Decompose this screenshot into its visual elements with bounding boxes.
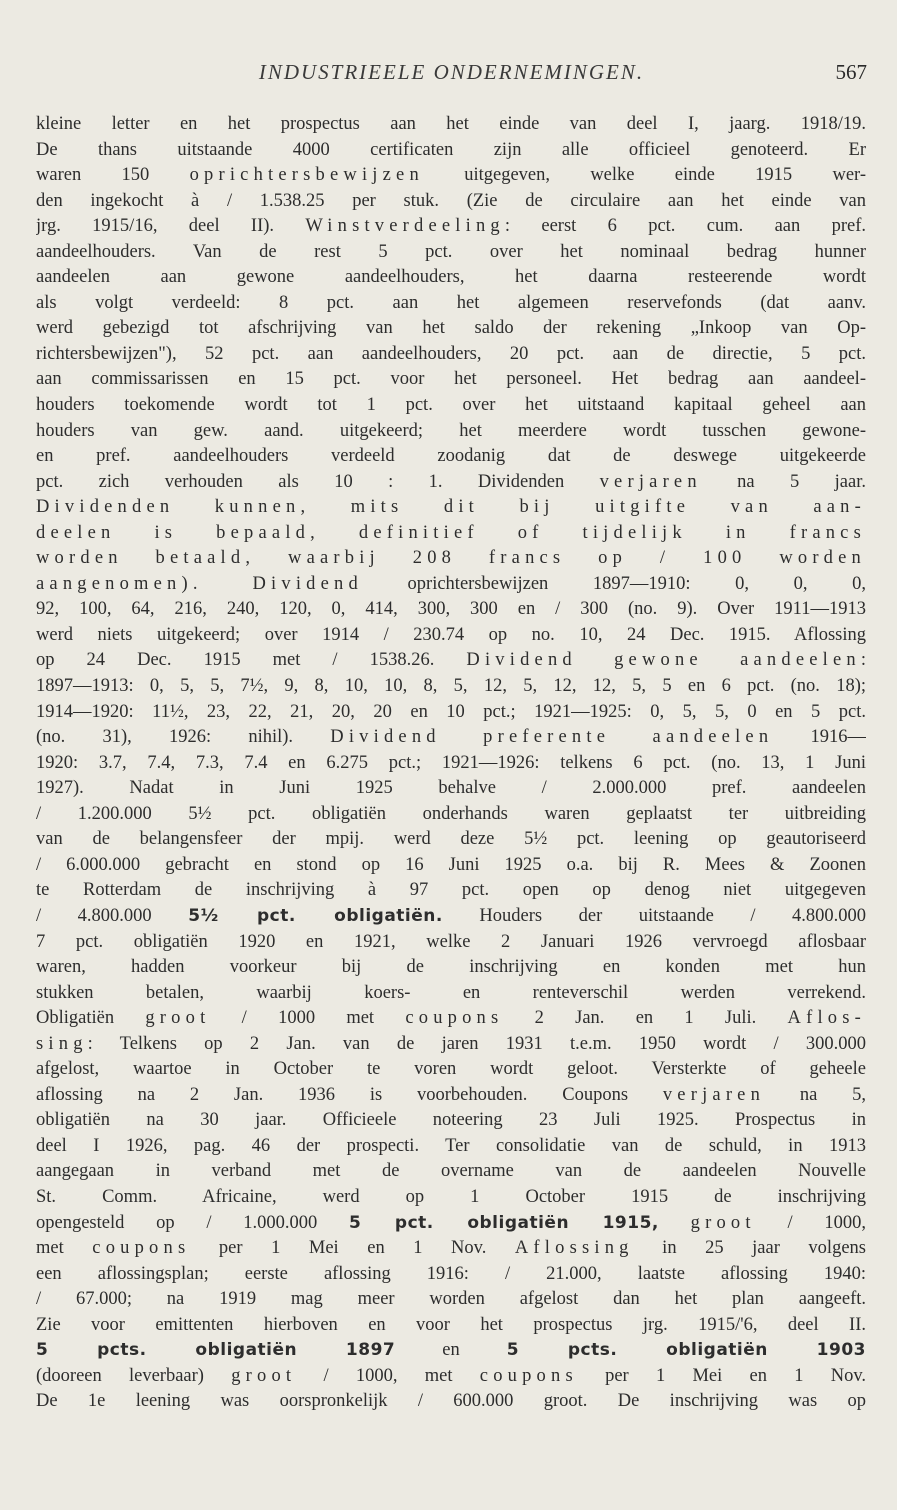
line-text: Zie voor emittenten hierboven en voor het prospectus jrg. 1915/'6, deel II.: [36, 1314, 866, 1335]
text-line: [36, 1313, 866, 1339]
line-text: den ingekocht à / 1.538.25 per stuk. (Zie de circulaire aan het einde van: [36, 190, 866, 211]
text-line: [36, 1211, 866, 1237]
line-text: opengesteld op / 1.000.000: [36, 1212, 350, 1233]
bold-heading-text: 5 pcts. obligatiën 1897: [36, 1340, 396, 1361]
line-text: De 1e leening was oorspronkelijk / 600.000 groot. De inschrijving was op: [36, 1391, 866, 1412]
line-text: 1916—: [773, 727, 866, 748]
line-text: als volgt verdeeld: 8 pct. aan het algemeen reservefonds (dat aanv.: [36, 292, 866, 313]
text-line: [36, 138, 866, 164]
text-line: [36, 1134, 866, 1160]
line-text: afgelost, waartoe in October te voren wordt geloot. Versterkte of geheele: [36, 1059, 866, 1080]
line-text: werd niets uitgekeerd; over 1914 / 230.74 op no. 10, 24 Dec. 1915. Aflossing: [36, 624, 866, 645]
line-text: / 1000, met: [296, 1365, 480, 1386]
line-text: oprichtersbewijzen 1897—1910: 0, 0, 0,: [362, 573, 866, 594]
text-line: [36, 112, 866, 138]
line-text: een aflossingsplan; eerste aflossing 1916: / 21.000, laatste aflossing 1940:: [36, 1263, 866, 1284]
text-line: [36, 1185, 866, 1211]
text-line: [36, 802, 866, 828]
spaced-emphasis-text: deelen is bepaald, definitief of tijdelijk in francs: [36, 522, 866, 543]
spaced-emphasis-text: aangenomen).: [36, 573, 253, 594]
line-text: na 5 jaar.: [701, 471, 866, 492]
line-text: [659, 1213, 691, 1233]
line-text: houders toekomende wordt tot 1 pct. over het uitstaand kapitaal geheel aan: [36, 395, 866, 416]
line-text: 1920: 3.7, 7.4, 7.3, 7.4 en 6.275 pct.; 1921—1926: telkens 6 pct. (no. 13, 1 Juni: [36, 752, 866, 773]
spaced-emphasis-text: groot: [231, 1365, 297, 1386]
text-line: [36, 419, 866, 445]
text-line: [36, 189, 866, 215]
text-line: [36, 597, 866, 623]
line-text: na 5,: [765, 1084, 866, 1105]
line-text: waren 150: [36, 165, 190, 186]
line-text: 7 pct. obligatiën 1920 en 1921, welke 2 Januari 1926 vervroegd aflosbaar: [36, 931, 866, 952]
line-text: houders van gew. aand. uitgekeerd; het meerdere wordt tusschen gewone-: [36, 420, 866, 441]
line-text: 2 Jan. en 1 Juli.: [503, 1008, 788, 1029]
text-line: [36, 342, 866, 368]
text-line: [36, 725, 866, 751]
text-line: [36, 240, 866, 266]
line-text: (dooreen leverbaar): [36, 1365, 232, 1386]
line-text: Houders der uitstaande / 4.800.000: [442, 905, 866, 926]
line-text: aandeelen aan gewone aandeelhouders, het daarna resteerende wordt: [36, 267, 866, 288]
text-line: [36, 521, 866, 547]
text-line: [36, 1262, 866, 1288]
text-line: [36, 955, 866, 981]
text-line: [36, 981, 866, 1007]
spaced-emphasis-text: groot: [145, 1008, 211, 1029]
text-line: [36, 776, 866, 802]
line-text: Obligatiën: [36, 1008, 146, 1029]
text-line: [36, 700, 866, 726]
line-text: (no. 31), 1926: nihil).: [36, 727, 331, 748]
text-line: [36, 904, 866, 930]
line-text: 92, 100, 64, 216, 240, 120, 0, 414, 300, 300 en / 300 (no. 9). Over 1911—1913: [36, 599, 866, 620]
line-text: uitgegeven, welke einde 1915 wer-: [423, 165, 866, 186]
line-text: kleine letter en het prospectus aan het einde van deel I, jaarg. 1918/19.: [36, 114, 866, 134]
text-line: [36, 827, 866, 853]
text-line: [36, 214, 866, 240]
spaced-emphasis-text: sing: [36, 1033, 88, 1054]
text-line: [36, 572, 866, 598]
spaced-emphasis-text: verjaren: [662, 1084, 766, 1105]
spaced-emphasis-text: Dividend preferente aandeelen: [330, 727, 774, 748]
text-line: [36, 444, 866, 470]
line-text: obligatiën na 30 jaar. Officieele noteering 23 Juli 1925. Prospectus in: [36, 1110, 866, 1131]
line-text: van de belangensfeer der mpij. werd deze 5½ pct. leening op geautoriseerd: [36, 829, 866, 850]
line-text: en pref. aandeelhouders verdeeld zoodanig dat de deswege uitgekeerde: [36, 446, 866, 467]
line-text: per 1 Mei en 1 Nov.: [190, 1238, 515, 1259]
line-text: jrg. 1915/16, deel II).: [36, 216, 306, 237]
text-line: [36, 265, 866, 291]
line-text: / 1000,: [755, 1212, 866, 1233]
text-line: [36, 674, 866, 700]
text-line: [36, 1159, 866, 1185]
line-text: : eerst 6 pct. cum. aan pref.: [504, 216, 866, 237]
bold-heading-text: 5 pcts. obligatiën 1903: [506, 1340, 866, 1361]
text-line: [36, 1006, 866, 1032]
spaced-emphasis-text: verjaren: [599, 471, 702, 492]
line-text: : Telkens op 2 Jan. van de jaren 1931 t.e.m. 1950 wordt / 300.000: [87, 1033, 866, 1054]
text-line: [36, 1083, 866, 1109]
line-text: per 1 Mei en 1 Nov.: [577, 1365, 866, 1386]
spaced-emphasis-text: oprichtersbewijzen: [189, 165, 424, 186]
line-text: werd gebezigd tot afschrijving van het saldo der rekening „Inkoop van Op-: [36, 318, 866, 339]
text-line: [36, 1389, 866, 1415]
text-line: [36, 648, 866, 674]
line-text: St. Comm. Africaine, werd op 1 October 1915 de inschrijving: [36, 1186, 866, 1207]
line-text: te Rotterdam de inschrijving à 97 pct. open op denog niet uitgegeven: [36, 880, 866, 901]
text-line: [36, 1338, 866, 1364]
line-text: / 1000 met: [210, 1008, 406, 1029]
text-line: [36, 546, 866, 572]
line-text: en: [395, 1340, 507, 1361]
line-text: / 67.000; na 1919 mag meer worden afgelost dan het plan aangeeft.: [36, 1289, 866, 1310]
line-text: 1897—1913: 0, 5, 5, 7½, 9, 8, 10, 10, 8, 5, 12, 5, 12, 12, 5, 5 en 6 pct. (no. 18);: [36, 676, 866, 697]
spaced-emphasis-text: Dividenden kunnen, mits dit bij uitgifte van aan-: [36, 497, 866, 518]
text-line: [36, 367, 866, 393]
spaced-emphasis-text: Aflos-: [787, 1008, 866, 1029]
spaced-emphasis-text: worden betaald, waarbij 208 francs op / 100 worden: [36, 548, 866, 569]
text-line: [36, 853, 866, 879]
line-text: aandeelhouders. Van de rest 5 pct. over het nominaal bedrag hunner: [36, 241, 866, 262]
text-line: [36, 751, 866, 777]
text-line: [36, 316, 866, 342]
line-text: in 25 jaar volgens: [633, 1238, 866, 1259]
line-text: aan commissarissen en 15 pct. voor het personeel. Het bedrag aan aandeel-: [36, 369, 866, 390]
spaced-emphasis-text: coupons: [479, 1365, 578, 1386]
text-line: [36, 1364, 866, 1390]
text-line: [36, 291, 866, 317]
text-line: [36, 495, 866, 521]
text-line: [36, 1287, 866, 1313]
page-number: 567: [835, 60, 867, 84]
line-text: / 6.000.000 gebracht en stond op 16 Juni 1925 o.a. bij R. Mees & Zoonen: [36, 854, 866, 875]
spaced-emphasis-text: coupons: [92, 1238, 191, 1259]
spaced-emphasis-text: Dividend gewone aandeelen: [466, 650, 861, 671]
spaced-emphasis-text: Aflossing: [514, 1238, 634, 1259]
line-text: waren, hadden voorkeur bij de inschrijving en konden met hun: [36, 957, 866, 978]
text-line: [36, 470, 866, 496]
line-text: / 1.200.000 5½ pct. obligatiën onderhands waren geplaatst ter uitbreiding: [36, 803, 866, 824]
running-title: INDUSTRIEELE ONDERNEMINGEN.: [258, 60, 645, 84]
bold-heading-text: 5 pct. obligatiën 1915,: [349, 1212, 659, 1233]
page-header: [36, 60, 867, 90]
line-text: deel I 1926, pag. 46 der prospecti. Ter consolidatie van de schuld, in 1913: [36, 1135, 866, 1156]
spaced-emphasis-text: Winstverdeeling: [305, 216, 505, 237]
line-text: richtersbewijzen"), 52 pct. aan aandeelhouders, 20 pct. aan de directie, 5 pct.: [36, 343, 866, 364]
text-line: [36, 1108, 866, 1134]
line-text: :: [860, 650, 866, 671]
line-text: 1927). Nadat in Juni 1925 behalve / 2.000.000 pref. aandeelen: [36, 778, 866, 799]
line-text: op 24 Dec. 1915 met / 1538.26.: [36, 650, 467, 671]
line-text: De thans uitstaande 4000 certificaten zijn alle officieel genoteerd. Er: [36, 139, 866, 160]
spaced-emphasis-text: groot: [690, 1212, 756, 1233]
line-text: aangegaan in verband met de overname van de aandeelen Nouvelle: [36, 1161, 866, 1182]
spaced-emphasis-text: Dividend: [252, 573, 363, 594]
line-text: met: [36, 1238, 93, 1259]
bold-heading-text: 5½ pct. obligatiën.: [188, 905, 443, 926]
spaced-emphasis-text: coupons: [405, 1008, 504, 1029]
line-text: aflossing na 2 Jan. 1936 is voorbehouden. Coupons: [36, 1084, 663, 1105]
text-line: [36, 1057, 866, 1083]
text-line: [36, 930, 866, 956]
text-line: [36, 1236, 866, 1262]
text-line: [36, 623, 866, 649]
line-text: pct. zich verhouden als 10 : 1. Dividenden: [36, 471, 600, 492]
text-line: [36, 393, 866, 419]
line-text: stukken betalen, waarbij koers- en renteverschil werden verrekend.: [36, 982, 866, 1003]
text-line: [36, 878, 866, 904]
text-line: [36, 163, 866, 189]
text-line: [36, 1032, 866, 1058]
line-text: 1914—1920: 11½, 23, 22, 21, 20, 20 en 10 pct.; 1921—1925: 0, 5, 5, 0 en 5 pct.: [36, 701, 866, 722]
body-text: [36, 112, 866, 1415]
line-text: / 4.800.000: [36, 905, 189, 926]
